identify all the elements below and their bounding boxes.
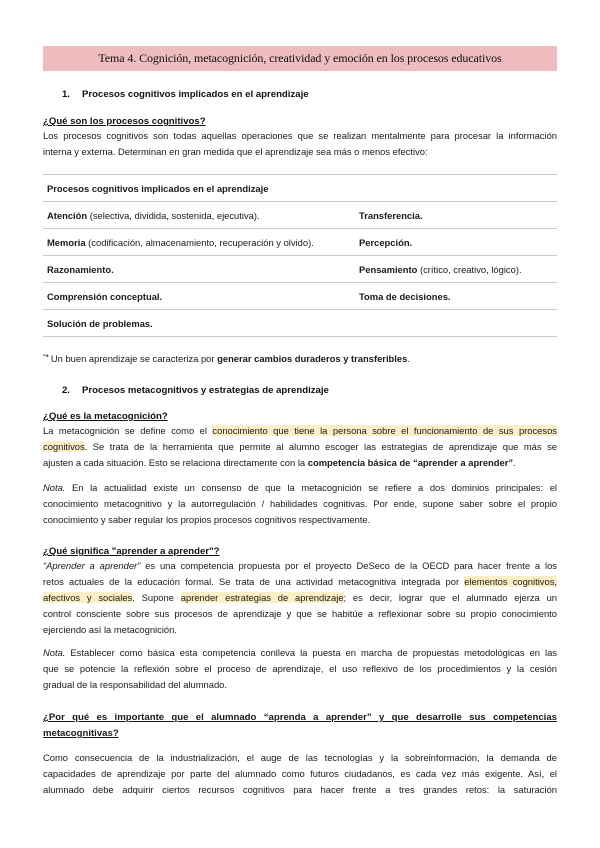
title-banner [43,46,557,71]
table-cell: Razonamiento. [43,256,355,283]
text-line: Nota. En la actualidad existe un consenso de que la metacognición se refiere a dos dominios principales: el [43,482,557,493]
arrow-icon: ↪ [43,353,49,360]
metacognition-definition [43,423,557,471]
text-line: conocimiento y saber regular los propios procesos cognitivos respectivamente. [43,514,371,525]
question-cognitive-processes: ¿Qué son los procesos cognitivos? [43,116,206,127]
table-cell: Comprensión conceptual. [43,283,355,310]
text-line: control consciente sobre sus procesos de aprendizaje y que se habitúe a reflexionar sobre su propio conocimiento [43,608,557,619]
table-cell: Pensamiento (crítico, creativo, lógico). [355,256,557,283]
text-line: “Aprender a aprender” es una competencia propuesta por el proyecto DeSeco de la OECD para hacer frente a los [43,560,557,571]
table-cell: Transferencia. [355,202,557,229]
table-row [43,202,557,229]
learning-note: ↪ Un buen aprendizaje se caracteriza por generar cambios duraderos y transferibles. [43,353,410,365]
table-row [43,310,557,337]
section-1-number: 1. [62,89,71,100]
text-line: Como consecuencia de la industrialización, el auge de las tecnologías y la sobreinformación, la demanda de [43,752,557,763]
learn-to-learn-definition [43,558,557,638]
section-1-heading [62,89,309,100]
section-2-title: Procesos metacognitivos y estrategias de aprendizaje [82,385,329,396]
text-line: ejerciendo así la metacognición. [43,624,177,635]
document-title: Tema 4. Cognición, metacognición, creatividad y emoción en los procesos educativos [98,51,502,65]
text-line: interna y externa. Determinan en gran medida que el aprendizaje sea más o menos efectivo: [43,146,428,157]
metacognition-note [43,480,557,528]
section-1-intro [43,128,557,160]
question-learn-to-learn: ¿Qué significa "aprender a aprender"? [43,546,220,557]
text-line: Los procesos cognitivos son todas aquellas operaciones que se realizan mentalmente para procesar la información [43,130,557,141]
text-line: Nota. Establecer como básica esta competencia conlleva la puesta en marcha de propuestas metodológicas en las [43,647,557,658]
table-header-row [43,175,557,202]
text-line: La metacognición se define como el conocimiento que tiene la persona sobre el funcionamiento de sus procesos [43,425,557,436]
table-cell: Solución de problemas. [43,310,557,337]
text-line: ¿Por qué es importante que el alumnado “aprenda a aprender” y que desarrolle sus competencias [43,712,557,723]
text-line: ajusten a cada situación. Esto se relaciona directamente con la competencia básica de “aprender a aprender”. [43,457,516,468]
text-line: que se potencie la reflexión sobre el proceso de aprendizaje, el uso reflexivo de los procedimientos y la cesión [43,663,557,674]
text-line: capacidades de aprendizaje por parte del alumnado como futuros ciudadanos, es cada vez más exigente. Así, el [43,768,557,779]
section-2-heading [62,385,329,396]
section-1-title: Procesos cognitivos implicados en el aprendizaje [82,89,309,100]
table-row [43,256,557,283]
table-cell: Percepción. [355,229,557,256]
table-cell: Memoria (codificación, almacenamiento, recuperación y olvido). [43,229,355,256]
text-line: retos actuales de la educación formal. Se trata de una actividad metacognitiva integrada por elementos cognitivos, [43,576,557,587]
text-line: conocimiento metacognitivo y la autorregulación / habilidades cognitivas. Por ende, supone saber sobre el propio [43,498,557,509]
question-metacognition: ¿Qué es la metacognición? [43,411,168,422]
text-line: alumnado debe adquirir ciertos recursos cognitivos para hacer frente a tres grandes retos: la saturación [43,784,557,795]
table-row [43,283,557,310]
question-why-important [43,710,557,742]
section-2-number: 2. [62,385,71,396]
text-line: afectivos y sociales. Supone aprender estrategias de aprendizaje; es decir, lograr que el alumnado ejerza un [43,592,558,603]
why-important-paragraph [43,750,557,798]
table-row [43,229,557,256]
cognitive-processes-table [43,174,557,337]
competence-note [43,645,557,693]
text-line: gradual de la responsabilidad del alumnado. [43,679,227,690]
table-header: Procesos cognitivos implicados en el aprendizaje [47,182,269,194]
text-line: cognitivos. Se trata de la herramienta que permite al alumno escoger las estrategias de aprendizaje que más se [43,441,557,452]
table-cell: Atención (selectiva, dividida, sostenida, ejecutiva). [43,202,355,229]
text-line: metacognitivas? [43,728,119,739]
table-cell: Toma de decisiones. [355,283,557,310]
